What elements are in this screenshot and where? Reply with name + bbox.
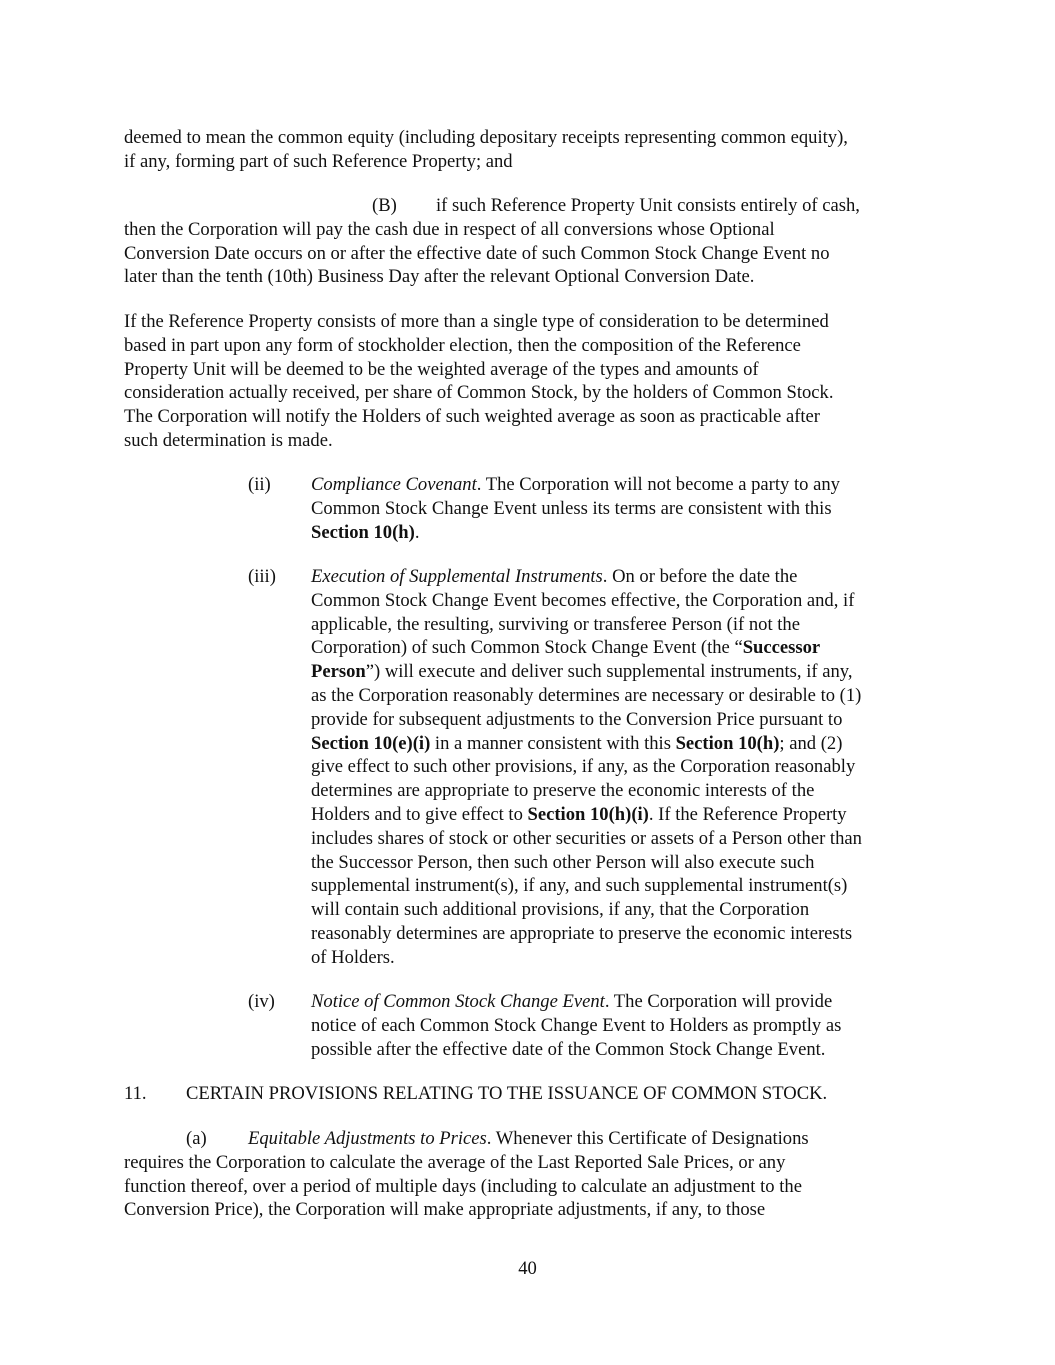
paragraph-a bbox=[124, 1127, 809, 1222]
continuation-paragraph bbox=[124, 126, 848, 174]
paragraph-iv bbox=[311, 990, 841, 1061]
text-line: Holders and to give effect to Section 10(h)(i). If the Reference Property bbox=[311, 803, 847, 825]
text-line: as the Corporation reasonably determines are necessary or desirable to (1) bbox=[311, 684, 862, 706]
paragraph-label: (iii) bbox=[248, 566, 276, 587]
text-line: reasonably determines are appropriate to preserve the economic interests bbox=[311, 922, 853, 944]
section-reference: Section 10(h) bbox=[675, 732, 780, 754]
section-reference: Section 10(h) bbox=[311, 521, 415, 543]
text-line: applicable, the resulting, surviving or transferee Person (if not the bbox=[311, 613, 800, 635]
text-line: The Corporation will notify the Holders of such weighted average as soon as practicable after bbox=[124, 406, 820, 428]
paragraph-label: (a) bbox=[186, 1128, 207, 1149]
text-line: based in part upon any form of stockholder election, then the composition of the Reference bbox=[124, 334, 801, 356]
italic-title: Compliance Covenant bbox=[311, 474, 477, 495]
text-line: Section 10(h). bbox=[311, 521, 420, 543]
text-line: supplemental instrument(s), if any, and such supplemental instrument(s) bbox=[311, 875, 848, 897]
section-reference: Section 10(e)(i) bbox=[311, 732, 431, 754]
text-line: determines are appropriate to preserve the economic interests of the bbox=[311, 780, 815, 802]
section-11-heading bbox=[124, 1082, 827, 1106]
italic-title: Execution of Supplemental Instruments bbox=[311, 566, 603, 587]
paragraph-label: (B) bbox=[372, 195, 397, 216]
text-line: function thereof, over a period of multiple days (including to calculate an adjustment to the bbox=[124, 1175, 802, 1197]
text-line: of Holders. bbox=[311, 946, 395, 968]
text-line: possible after the effective date of the Common Stock Change Event. bbox=[311, 1038, 826, 1060]
text-line: Equitable Adjustments to Prices. Whenever this Certificate of Designations bbox=[248, 1128, 809, 1149]
text-line: later than the tenth (10th) Business Day after the relevant Optional Conversion Date. bbox=[124, 266, 755, 288]
section-title: CERTAIN PROVISIONS RELATING TO THE ISSUANCE OF COMMON STOCK. bbox=[186, 1083, 828, 1104]
text-line: provide for subsequent adjustments to the Conversion Price pursuant to bbox=[311, 708, 843, 730]
section-reference: Section 10(h)(i) bbox=[527, 803, 649, 825]
text-line: Execution of Supplemental Instruments. On or before the date the bbox=[311, 566, 798, 587]
text-line: consideration actually received, per share of Common Stock, by the holders of Common Stock. bbox=[124, 382, 834, 404]
italic-title: Notice of Common Stock Change Event bbox=[311, 991, 605, 1012]
text-line: notice of each Common Stock Change Event to Holders as promptly as bbox=[311, 1014, 842, 1036]
paragraph-label: (ii) bbox=[248, 474, 271, 495]
defined-term: Successor bbox=[742, 637, 821, 659]
text-line: Compliance Covenant. The Corporation will not become a party to any bbox=[311, 474, 840, 495]
text-line: Notice of Common Stock Change Event. The Corporation will provide bbox=[311, 991, 833, 1012]
text-line: Property Unit will be deemed to be the weighted average of the types and amounts of bbox=[124, 358, 759, 380]
italic-title: Equitable Adjustments to Prices bbox=[248, 1128, 487, 1149]
paragraph-b bbox=[124, 194, 860, 289]
text-line: requires the Corporation to calculate the average of the Last Reported Sale Prices, or any bbox=[124, 1151, 786, 1173]
text-line: such determination is made. bbox=[124, 429, 333, 451]
text-line: the Successor Person, then such other Person will also execute such bbox=[311, 851, 815, 873]
text-line: deemed to mean the common equity (including depositary receipts representing common equity), bbox=[124, 127, 848, 148]
text-line: Person”) will execute and deliver such supplemental instruments, if any, bbox=[311, 661, 853, 683]
text-line: give effect to such other provisions, if any, as the Corporation reasonably bbox=[311, 756, 856, 778]
text-line: Common Stock Change Event becomes effective, the Corporation and, if bbox=[311, 589, 855, 611]
paragraph-ii bbox=[311, 473, 840, 544]
text-line: Corporation) of such Common Stock Change Event (the “Successor bbox=[311, 637, 821, 659]
text-line: includes shares of stock or other securities or assets of a Person other than bbox=[311, 827, 862, 849]
text-line: will contain such additional provisions, if any, that the Corporation bbox=[311, 899, 810, 921]
text-line: then the Corporation will pay the cash due in respect of all conversions whose Optional bbox=[124, 218, 775, 240]
text-line: if any, forming part of such Reference Property; and bbox=[124, 150, 513, 172]
defined-term: Person bbox=[311, 661, 366, 683]
reference-property-paragraph bbox=[124, 310, 834, 453]
text-line: If the Reference Property consists of more than a single type of consideration to be determined bbox=[124, 311, 829, 332]
text-line: if such Reference Property Unit consists entirely of cash, bbox=[436, 195, 860, 216]
text-line: Common Stock Change Event unless its terms are consistent with this bbox=[311, 497, 832, 519]
text-line: Section 10(e)(i) in a manner consistent with this Section 10(h); and (2) bbox=[311, 732, 843, 754]
section-number: 11. bbox=[124, 1083, 147, 1104]
page-number: 40 bbox=[518, 1258, 537, 1279]
paragraph-label: (iv) bbox=[248, 991, 275, 1012]
text-line: Conversion Price), the Corporation will make appropriate adjustments, if any, to those bbox=[124, 1199, 766, 1221]
text-line: Conversion Date occurs on or after the effective date of such Common Stock Change Event no bbox=[124, 242, 830, 264]
paragraph-iii bbox=[311, 565, 862, 970]
